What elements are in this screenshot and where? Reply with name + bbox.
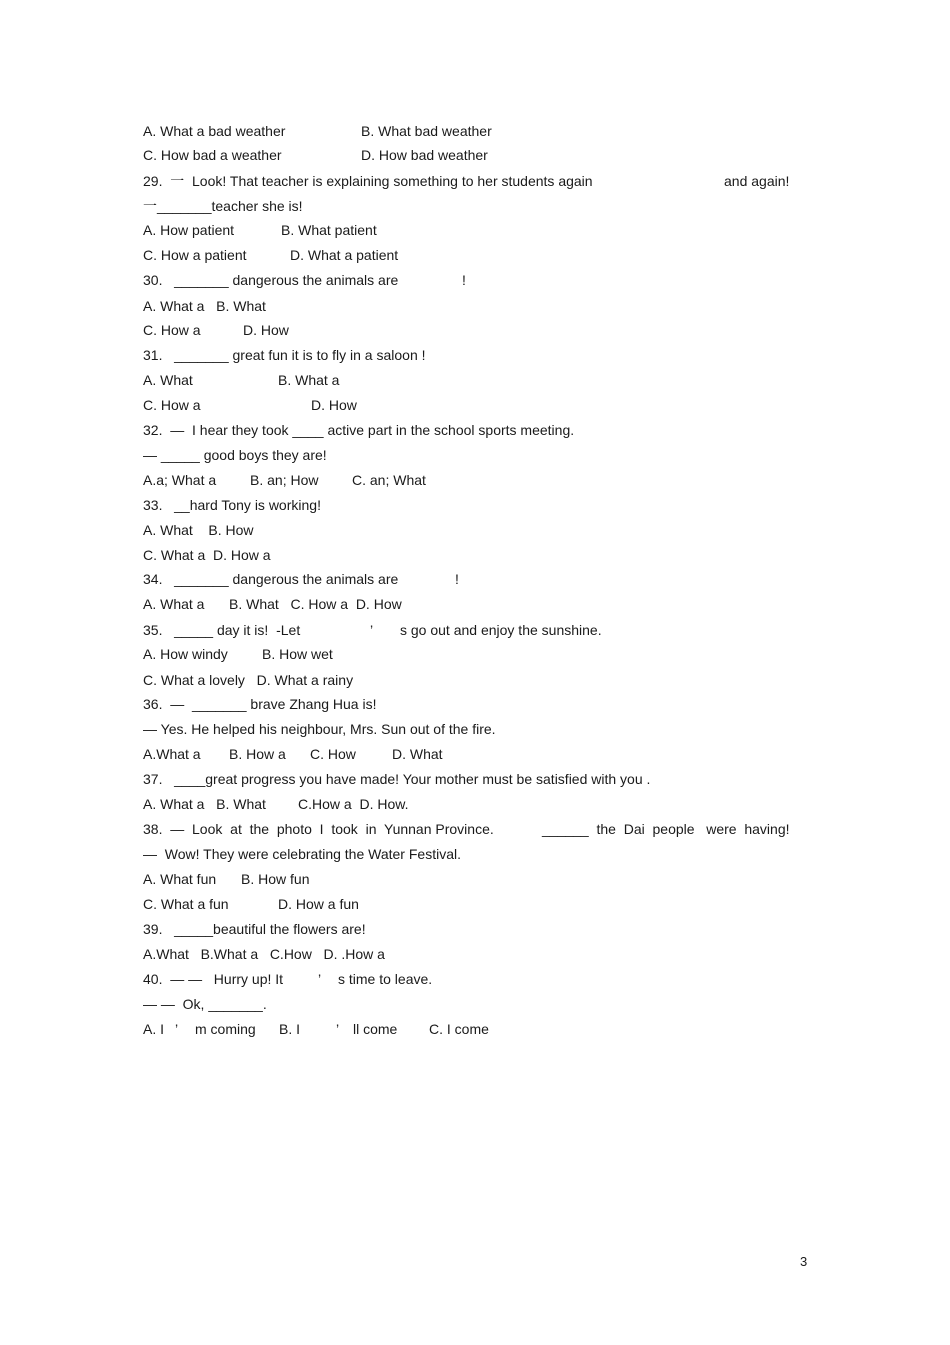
text-line: — — Ok, _______.	[143, 996, 267, 1012]
text-line: C. How a	[143, 322, 201, 338]
text-line: s go out and enjoy the sunshine.	[400, 622, 602, 638]
text-line: m coming	[195, 1021, 256, 1037]
page-number: 3	[800, 1254, 808, 1269]
text-line: 35. _____ day it is! -Let	[143, 622, 301, 638]
text-line: !	[462, 272, 466, 288]
text-line: C. an; What	[352, 472, 426, 488]
text-line: C. How	[310, 746, 356, 762]
text-line: A. What a B. What	[143, 796, 266, 812]
text-line: A. How windy	[143, 646, 228, 662]
text-line: C. How a patient	[143, 247, 247, 263]
text-line: 31. _______ great fun it is to fly in a saloon !	[143, 347, 426, 363]
text-line: 30. _______ dangerous the animals are	[143, 272, 399, 288]
text-line: 36. — _______ brave Zhang Hua is!	[143, 696, 377, 712]
text-line: D. How a fun	[278, 896, 359, 912]
text-line: s time to leave.	[338, 971, 433, 987]
text-line: D. How	[243, 322, 289, 338]
text-line: B. How fun	[241, 871, 310, 887]
text-line: B. What a	[278, 372, 340, 388]
text-line: C. What a lovely D. What a rainy	[143, 672, 354, 688]
text-line: 38. — Look at the photo I took in Yunnan Province.	[143, 821, 494, 837]
text-line: D. How	[311, 397, 357, 413]
text-line: 37. ____great progress you have made! Your mother must be satisfied with you .	[143, 771, 651, 787]
text-line: A. What a B. What	[143, 298, 266, 314]
text-line: D. What a patient	[290, 247, 399, 263]
text-line: C. How bad a weather	[143, 147, 282, 163]
text-line: ______ the Dai people were having!	[542, 821, 790, 837]
text-line: A.a; What a	[143, 472, 217, 488]
text-line: — Yes. He helped his neighbour, Mrs. Sun out of the fire.	[143, 721, 496, 737]
text-line: B. How wet	[262, 646, 333, 662]
text-line: A. I	[143, 1021, 165, 1037]
text-line: D. What	[392, 746, 443, 762]
text-line: A.What a	[143, 746, 201, 762]
text-line: 29. 一 Look! That teacher is explaining something to her students again	[143, 173, 593, 189]
text-line: 33. __hard Tony is working!	[143, 497, 321, 513]
text-line: B. What bad weather	[361, 123, 492, 139]
text-line: C. How a	[143, 397, 201, 413]
text-line: D. How bad weather	[361, 147, 488, 163]
text-line: C. I come	[429, 1021, 489, 1037]
text-line: A. What a	[143, 596, 205, 612]
text-line: C.How a D. How.	[298, 796, 409, 812]
text-line: and again!	[724, 173, 790, 189]
text-line: 39. _____beautiful the flowers are!	[143, 921, 366, 937]
text-line: ’	[175, 1021, 179, 1037]
text-line: C. What a D. How a	[143, 547, 271, 563]
text-line: A.What B.What a C.How D. .How a	[143, 946, 385, 962]
text-line: — _____ good boys they are!	[143, 447, 327, 463]
text-line: ll come	[353, 1021, 398, 1037]
text-line: B. What C. How a D. How	[229, 596, 402, 612]
text-line: 32. — I hear they took ____ active part in the school sports meeting.	[143, 422, 575, 438]
text-line: B. I	[279, 1021, 301, 1037]
text-line: — Wow! They were celebrating the Water Festival.	[143, 846, 461, 862]
text-line: A. What a bad weather	[143, 123, 286, 139]
text-line: C. What a fun	[143, 896, 229, 912]
text-line: A. What B. How	[143, 522, 254, 538]
text-line: 34. _______ dangerous the animals are	[143, 571, 399, 587]
text-line: ’	[370, 622, 374, 638]
text-line: 40. — — Hurry up! It	[143, 971, 284, 987]
text-line: B. What patient	[281, 222, 377, 238]
text-line: A. What	[143, 372, 193, 388]
text-line: ’	[336, 1021, 340, 1037]
text-line: !	[455, 571, 459, 587]
text-line: B. an; How	[250, 472, 319, 488]
text-line: A. What fun	[143, 871, 217, 887]
text-line: B. How a	[229, 746, 286, 762]
text-line: A. How patient	[143, 222, 235, 238]
text-line: ’	[318, 971, 322, 987]
text-line: 一_______teacher she is!	[143, 198, 303, 214]
